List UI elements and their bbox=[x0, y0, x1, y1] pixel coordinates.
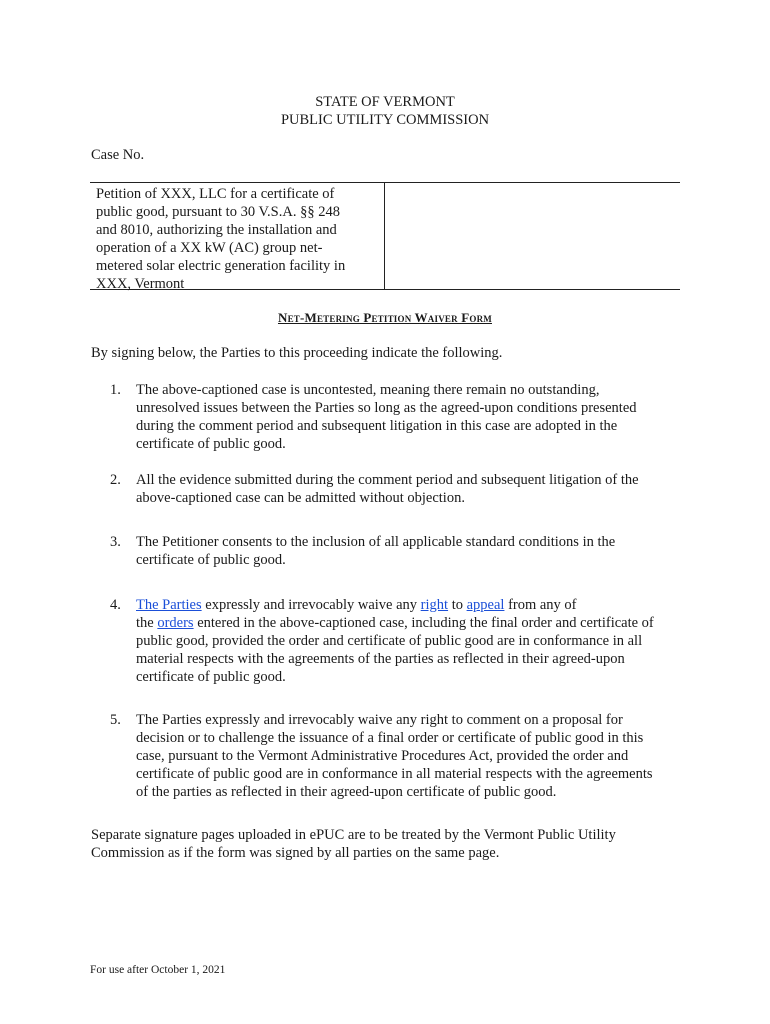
text-line: certificate of public good. bbox=[136, 436, 286, 452]
page-footer: For use after October 1, 2021 bbox=[90, 964, 226, 976]
caption-petition-cell bbox=[90, 183, 385, 292]
text-line: The Petitioner consents to the inclusion of all applicable standard conditions in the bbox=[136, 534, 616, 550]
list-item-text bbox=[136, 711, 686, 801]
header-state: STATE OF VERMONT bbox=[315, 94, 455, 110]
case-number-label: Case No. bbox=[91, 147, 145, 163]
closing-paragraph bbox=[91, 826, 681, 862]
link-orders[interactable]: orders bbox=[157, 615, 194, 631]
text-line: certificate of public good are in conformance in all material respects with the agreements bbox=[136, 766, 653, 782]
caption-line: operation of a XX kW (AC) group net- bbox=[96, 240, 323, 256]
text-line: of the parties as reflected in their agreed-upon certificate of public good. bbox=[136, 784, 557, 800]
text-line: All the evidence submitted during the comment period and subsequent litigation of the bbox=[136, 472, 639, 488]
caption-line: and 8010, authorizing the installation and bbox=[96, 222, 337, 238]
list-item-number: 4. bbox=[110, 597, 121, 613]
link-appeal[interactable]: appeal bbox=[466, 597, 505, 613]
text-run: from any of bbox=[504, 597, 577, 613]
text-line bbox=[136, 596, 686, 614]
list-item-text bbox=[136, 381, 686, 453]
caption-line: Petition of XXX, LLC for a certificate of bbox=[96, 186, 335, 202]
text-line: case, pursuant to the Vermont Administrative Procedures Act, provided the order and bbox=[136, 748, 629, 764]
list-item-number: 3. bbox=[110, 534, 121, 550]
link-right[interactable]: right bbox=[420, 597, 449, 613]
document-header bbox=[0, 94, 770, 129]
text-line: certificate of public good. bbox=[136, 552, 286, 568]
text-line bbox=[136, 614, 686, 632]
text-line: unresolved issues between the Parties so long as the agreed-upon conditions presented bbox=[136, 400, 637, 416]
text-run: to bbox=[448, 597, 467, 613]
caption-empty-cell bbox=[385, 183, 680, 289]
text-line: decision or to challenge the issuance of a final order or certificate of public good in this bbox=[136, 730, 644, 746]
text-line: The above-captioned case is uncontested, meaning there remain no outstanding, bbox=[136, 382, 600, 398]
case-caption-table bbox=[90, 182, 680, 290]
text-run: entered in the above-captioned case, including the final order and certificate of bbox=[193, 615, 654, 631]
caption-line: metered solar electric generation facility in bbox=[96, 258, 346, 274]
form-title: Net-Metering Petition Waiver Form bbox=[277, 310, 492, 325]
text-run: expressly and irrevocably waive any bbox=[201, 597, 421, 613]
text-line: public good, provided the order and certificate of public good are in conformance in all bbox=[136, 633, 643, 649]
link-the-parties[interactable]: The Parties bbox=[136, 597, 202, 613]
text-run: the bbox=[136, 615, 158, 631]
text-line: during the comment period and subsequent litigation in this case are adopted in the bbox=[136, 418, 618, 434]
text-line: Commission as if the form was signed by all parties on the same page. bbox=[91, 845, 500, 861]
list-item-text bbox=[136, 533, 686, 569]
caption-line: XXX, Vermont bbox=[96, 276, 185, 292]
header-commission: PUBLIC UTILITY COMMISSION bbox=[280, 111, 490, 128]
list-item-text bbox=[136, 596, 686, 686]
list-item-number: 1. bbox=[110, 382, 121, 398]
list-item-number: 2. bbox=[110, 472, 121, 488]
intro-paragraph: By signing below, the Parties to this proceeding indicate the following. bbox=[91, 345, 503, 361]
caption-line: public good, pursuant to 30 V.S.A. §§ 248 bbox=[96, 204, 340, 220]
list-item-number: 5. bbox=[110, 712, 121, 728]
text-line: The Parties expressly and irrevocably waive any right to comment on a proposal for bbox=[136, 712, 623, 728]
text-line: Separate signature pages uploaded in ePUC are to be treated by the Vermont Public Utility bbox=[91, 827, 616, 843]
text-line: material respects with the agreements of the parties as reflected in their agreed-upon bbox=[136, 651, 625, 667]
list-item-text bbox=[136, 471, 686, 507]
text-line: above-captioned case can be admitted without objection. bbox=[136, 490, 465, 506]
text-line: certificate of public good. bbox=[136, 669, 286, 685]
